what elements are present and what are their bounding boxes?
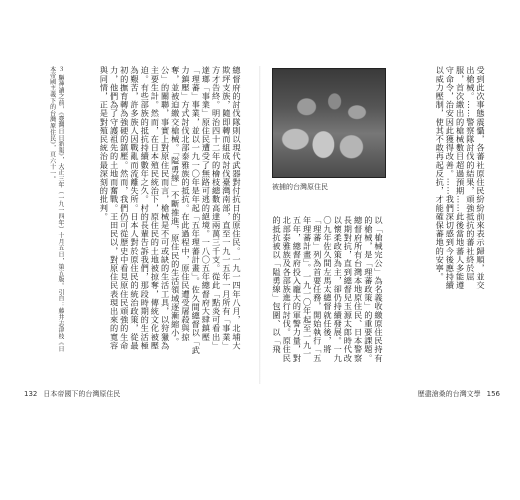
right-page: [272, 66, 498, 384]
left-running-head: 日本帝國下的台灣原住民: [43, 390, 121, 398]
historical-photo: [272, 68, 386, 178]
right-page-footer: [412, 389, 500, 399]
left-page-footer: [24, 389, 126, 399]
photo-caption: 被捕的台灣原住民: [272, 183, 328, 191]
right-page-quote: 受到此次事態震懾，各蕃社原住民紛紛前來表示歸順，並交出槍械。……警察隊討伐的結果，頑強抵抗的蕃社終於屈服，首次繳出的槍械數目超過預期……此後當地蕃人多能遵守命令，治安因此獲得改善。……我們深切感到今後應持續以威力壓制，使其不敢再起反抗，才能確保蕃地的安寧。: [435, 66, 486, 290]
right-page-folio: 156: [486, 390, 500, 398]
right-page-body: 以「槍械完公」為名義收繳原住民持有的槍械，是「理蕃政策」的重要課題。總督府所有台灣本地原住民、日本警察長期對抗，直到總督兒玉源太郎時代改以懷柔政策為主，卻仍持續發展。一九〇九年佐久間左馬太總督就任後，將「理蕃」列為首要任務，開始執行「五年理蕃計畫」。一九一〇年起至一九一五年，總督府投入龐大的軍警力量，對北部泰雅族及各部族進行討伐。原住民的抵抗被以「隘勇線」包圍、以「飛: [272, 216, 384, 363]
left-page: [22, 66, 248, 384]
right-running-head: 歷盡滄桑的台灣文學: [417, 390, 481, 398]
left-page-footnotes: ３ 驅神讀之前，《臺灣日日新報》，大正三年（一九一四年）十月五日，第五版。引自：藤井志津枝《日本帝國主義下的台灣原住民》，頁六十一。: [48, 66, 64, 353]
left-page-body: 總督府的討伐隊則以現代武器對付抗日的原住民。一九一四年八月，北埔大欺坪支族，隨即轉而組成討伐臺灣南部，直至一九一五年一月所有「事業」方才告終。明治四十二年的檜枝總數高達兩萬三千支。從此「點炎可看出」達瑯「事業」原住民遭受了無路可逃的絕境。一八〇五年總督府大肆鎮壓「理蕃」事業，並以一九一〇年是年起「五年理蕃計畫」。佐久間總督以「武力鎮壓」方式討伐北部泰雅族的抵抗。在此過程中，原住民遭受屠殺與掠奪，並被迫繳交槍械。「隘勇線」不斷推進，原住民的生活領域逐漸縮小。公」的關聯，事實上對原住民而言，槍械是不可或缺的生活工具，以狩獵為主要生計。然而，在日本殖民統治下，原住民的土地被掠奪，傳統文化被壓迫。有些部族的抵抗持續數年之久。村的長輩告訴我們，那段時期的生活極為艱苦，許多族人因戰亂而流離失所。日本人對於原住民的統治政策，從最初的撫育轉為強硬的鎮壓。然而，我們仍可從歷史中看見原住民頑強的生命力，他們為了守護祖先的土地而奮戰。王田民以，對原住民表現出來的寬容與同情，正是對殖民統治最深刻的批判。: [99, 66, 242, 355]
page-gutter: [259, 66, 261, 384]
left-page-folio: 132: [24, 390, 38, 398]
